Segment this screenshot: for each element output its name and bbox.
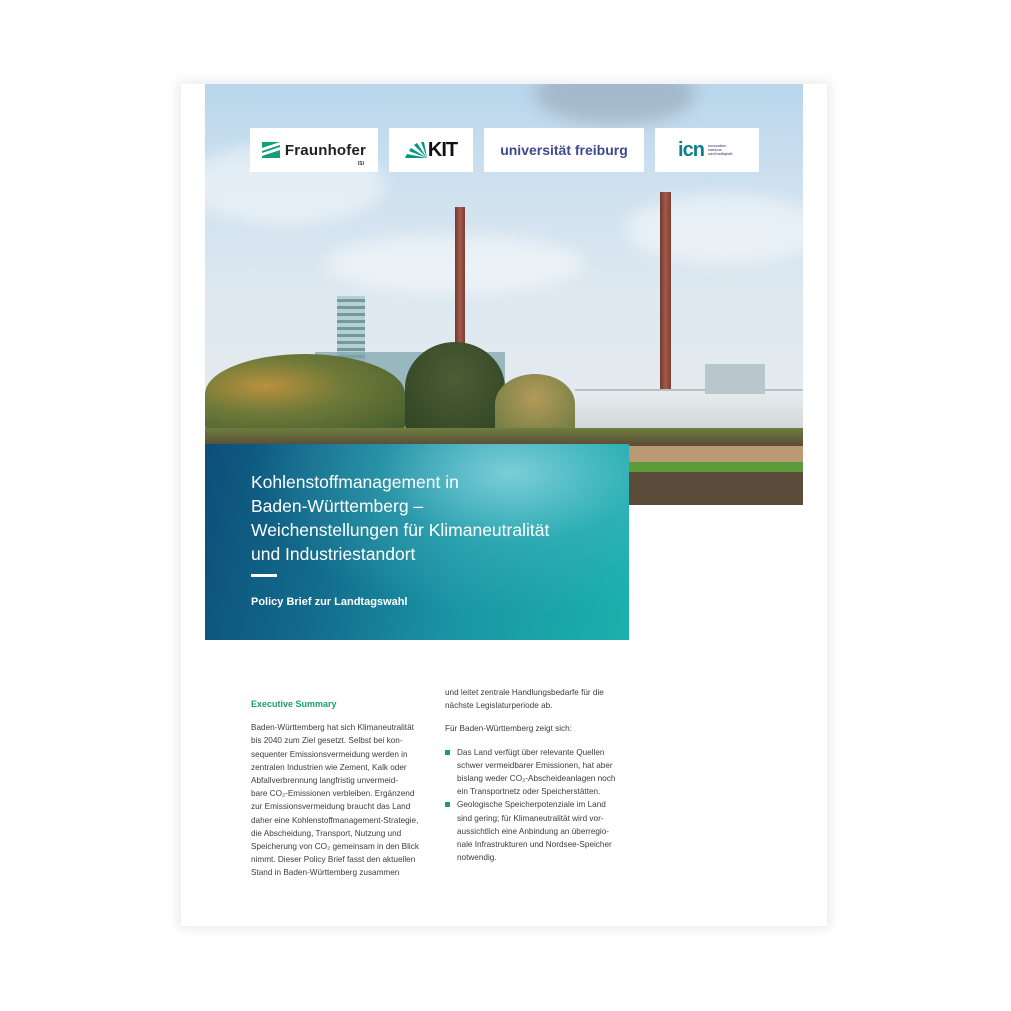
bullet-square-icon bbox=[445, 750, 450, 755]
findings-list bbox=[445, 746, 625, 865]
tree-line bbox=[205, 354, 405, 434]
summary-paragraph-continued: und leitet zentrale Handlungsbedarfe für die nächste Legislaturperiode ab. bbox=[445, 688, 604, 711]
cover-photo-industrial-site bbox=[205, 84, 803, 505]
icn-logo: icn innovation campus nachhaltigkeit bbox=[655, 128, 759, 172]
trees-center bbox=[495, 374, 575, 434]
document-title: Kohlenstoffmanagement in Baden-Württemberg – Weichenstellungen für Klimaneutralität und Industriestandort bbox=[251, 472, 550, 564]
executive-summary-left-column bbox=[251, 698, 431, 890]
universitaet-freiburg-logo: universität freiburg bbox=[484, 128, 644, 172]
document-subtitle: Policy Brief zur Landtagswahl bbox=[251, 596, 408, 608]
storage-tanks bbox=[575, 389, 803, 431]
findings-intro: Für Baden-Württemberg zeigt sich: bbox=[445, 724, 572, 734]
chimney-right bbox=[660, 192, 671, 392]
bullet-square-icon bbox=[445, 802, 450, 807]
fraunhofer-isi-logo: Fraunhofer ISI bbox=[250, 128, 378, 172]
list-item: Das Land verfügt über relevante Quellen schwer vermeidbarer Emissionen, hat aber bislang weder CO₂-Abscheideanlagen noch ein Transportnetz oder Speicherstätten. bbox=[445, 746, 625, 799]
big-tree bbox=[405, 342, 505, 434]
kit-fan-icon bbox=[405, 142, 427, 158]
list-item: Geologische Speicherpotenziale im Land sind gering; für Klimaneutralität wird vor- aussichtlich eine Anbindung an überregio- nale Infrastrukturen und Nordsee-Speicher notwendig. bbox=[445, 798, 625, 864]
kit-logo: KIT bbox=[389, 128, 473, 172]
section-heading-executive-summary: Executive Summary bbox=[251, 699, 337, 709]
cover-title-block bbox=[205, 444, 629, 640]
executive-summary-right-column bbox=[445, 686, 625, 864]
summary-paragraph: Baden-Württemberg hat sich Klimaneutralität bis 2040 zum Ziel gesetzt. Selbst bei kon- sequenter Emissionsvermeidung werden in zentralen Industrien wie Zement, Kalk oder Abfallverbrennung langfristig unvermeid- bare CO₂-Emissionen verbleiben. Ergänzend zur Emissionsvermeidung braucht das Land daher eine Kohlenstoffmanagement-Strategie, die Abscheidung, Transport, Nutzung und Speicherung von CO₂ gemeinsam in den Blick nimmt. Dieser Policy Brief fasst den aktuellen Stand in Baden-Württemberg zusammen bbox=[251, 723, 419, 878]
fraunhofer-mark-icon bbox=[262, 142, 280, 158]
plant-structures bbox=[705, 364, 765, 394]
document-page bbox=[181, 84, 827, 926]
title-divider bbox=[251, 574, 277, 577]
